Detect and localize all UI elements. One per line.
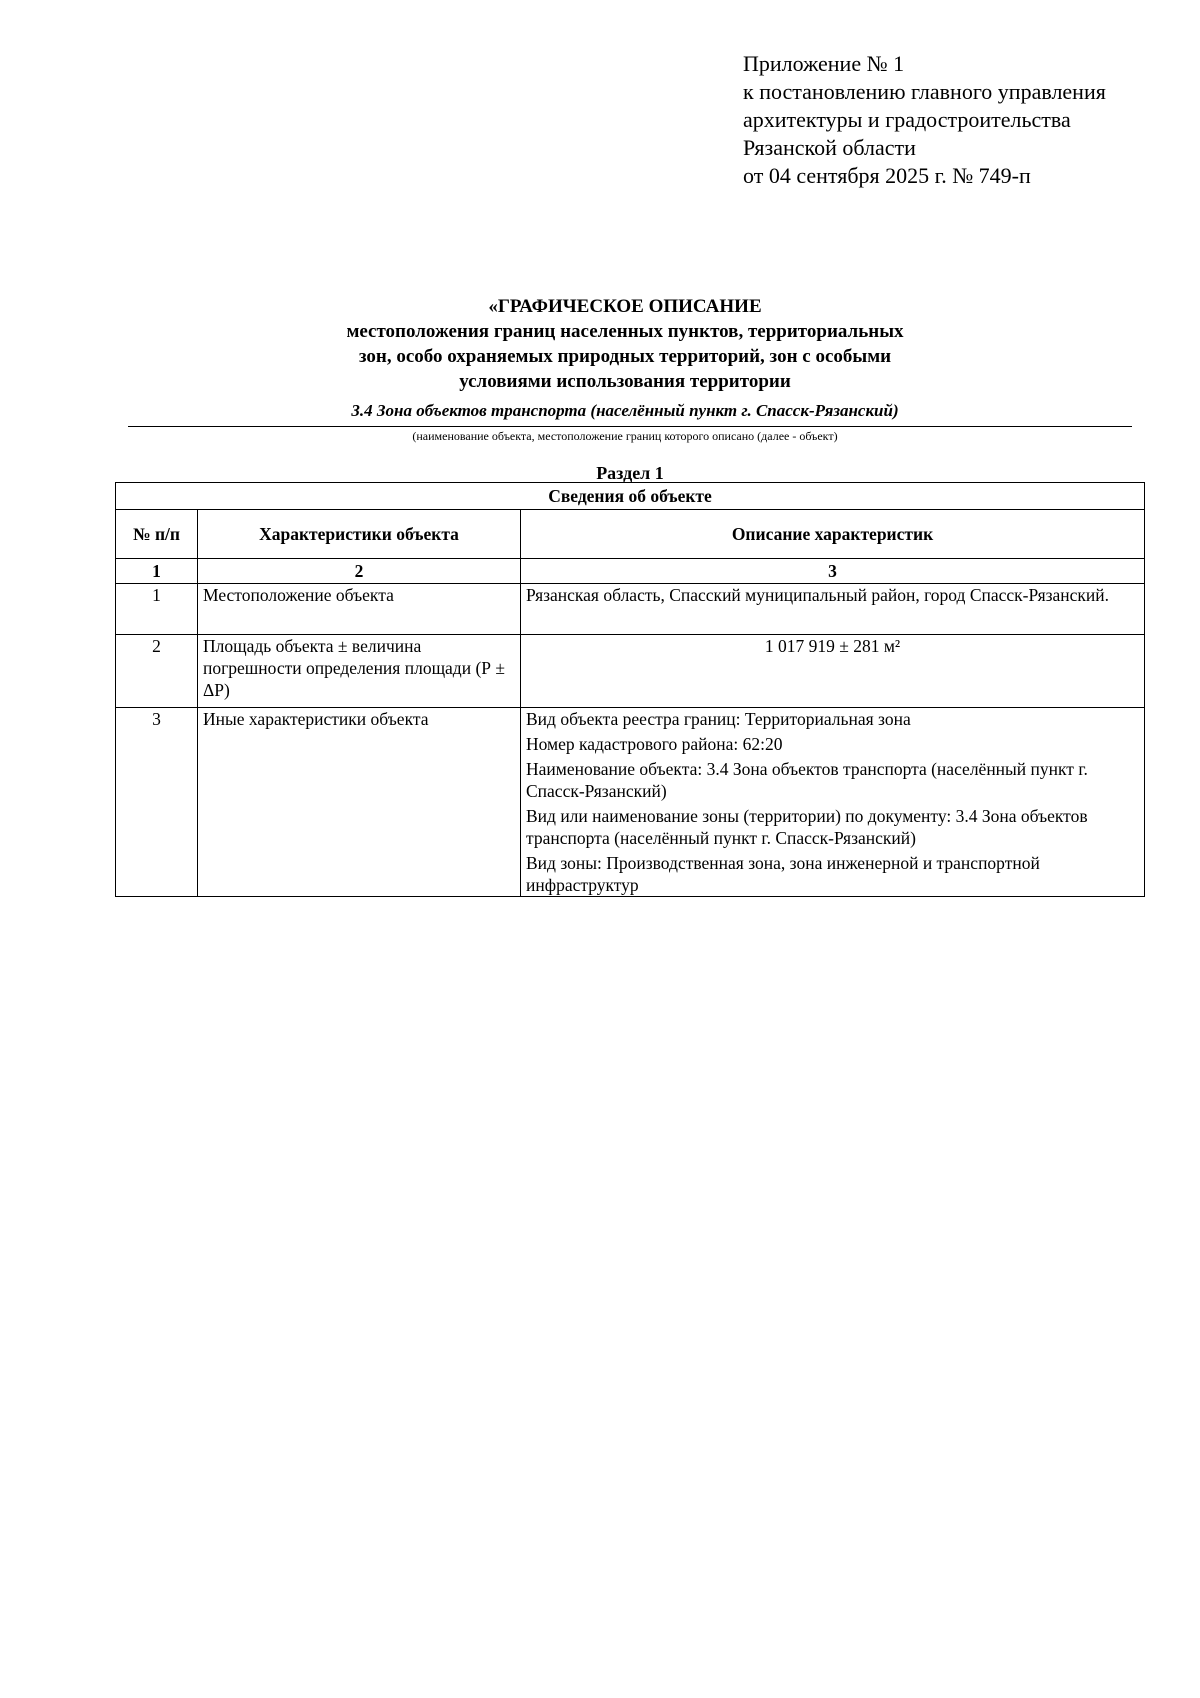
appendix-line: архитектуры и градостроительства: [743, 107, 1071, 132]
document-title: [120, 294, 1130, 394]
table-row: [116, 584, 1145, 635]
appendix-line: Приложение № 1: [743, 51, 905, 76]
title-line: местоположения границ населенных пунктов, территориальных: [346, 321, 904, 342]
subject-underline: [128, 426, 1132, 427]
row-description: 1 017 919 ± 281 м²: [521, 635, 1145, 708]
header-num: № п/п: [116, 510, 198, 559]
title-line: условиями использования территории: [459, 371, 791, 392]
header-characteristic: Характеристики объекта: [198, 510, 521, 559]
title-line: зон, особо охраняемых природных территорий, зон с особыми: [358, 346, 892, 367]
row-number: 3: [116, 708, 198, 897]
appendix-line: от 04 сентября 2025 г. № 749-п: [743, 163, 1031, 188]
subject-note: (наименование объекта, местоположение границ которого описано (далее - объект): [412, 429, 838, 443]
row-characteristic: Местоположение объекта: [198, 584, 521, 635]
row-number: 2: [116, 635, 198, 708]
appendix-line: Рязанской области: [743, 135, 916, 160]
table-row: [116, 635, 1145, 708]
appendix-block: [743, 50, 1106, 190]
row-characteristic: Площадь объекта ± величина погрешности определения площади (Р ± ΔР): [198, 635, 521, 708]
description-line: Вид зоны: Производственная зона, зона инженерной и транспортной инфраструктур: [526, 853, 1040, 895]
column-number: 1: [116, 559, 198, 584]
section-title: Раздел 1: [596, 463, 664, 483]
column-number: 2: [198, 559, 521, 584]
row-characteristic: Иные характеристики объекта: [198, 708, 521, 897]
table-row: [116, 708, 1145, 897]
description-line: Номер кадастрового района: 62:20: [526, 734, 783, 754]
object-subject: 3.4 Зона объектов транспорта (населённый пункт г. Спасск-Рязанский): [351, 401, 899, 420]
header-description: Описание характеристик: [521, 510, 1145, 559]
appendix-line: к постановлению главного управления: [743, 79, 1106, 104]
column-number: 3: [521, 559, 1145, 584]
object-info-table: [115, 482, 1145, 897]
table-caption: Сведения об объекте: [116, 483, 1145, 510]
description-line: Вид или наименование зоны (территории) по документу: 3.4 Зона объектов транспорта (населённый пункт г. Спасск-Рязанский): [526, 806, 1088, 848]
description-line: Наименование объекта: 3.4 Зона объектов транспорта (населённый пункт г. Спасск-Рязанский): [526, 759, 1088, 801]
row-number: 1: [116, 584, 198, 635]
description-line: Вид объекта реестра границ: Территориальная зона: [526, 709, 911, 729]
row-description: Рязанская область, Спасский муниципальный район, город Спасск-Рязанский.: [521, 584, 1145, 635]
row-description: [521, 708, 1145, 897]
title-line: «ГРАФИЧЕСКОЕ ОПИСАНИЕ: [488, 296, 762, 317]
